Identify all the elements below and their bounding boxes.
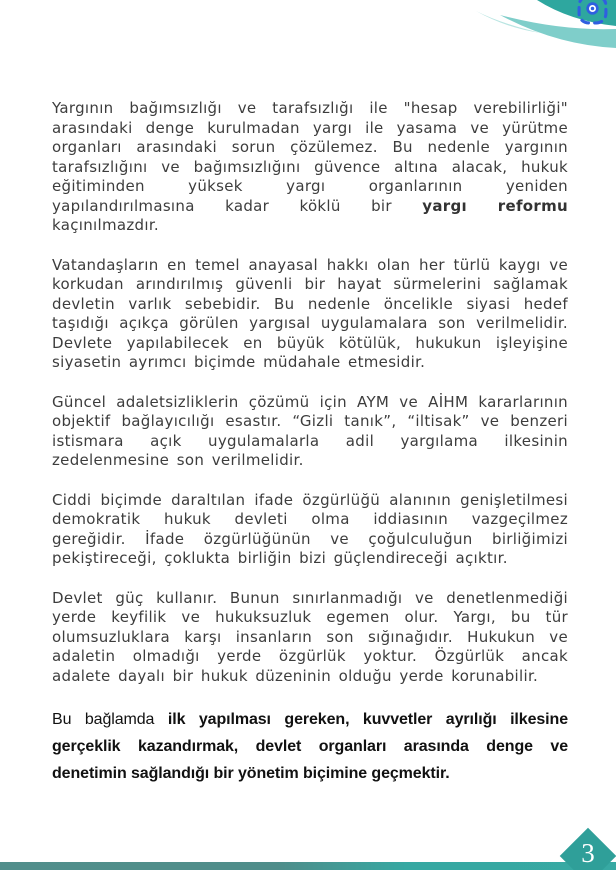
paragraph-state-power xyxy=(52,589,568,687)
closing-paragraph xyxy=(52,706,568,787)
paragraph-citizen-safety xyxy=(52,256,568,373)
paragraph-text: Yargının bağımsızlığı ve tarafsızlığı ile "hesap verebilirliği" arasındaki denge kurulmadan yargı ile yasama ve yürütme organları arasındaki sorun çözülemez. Bu nedenle yargının tarafsızlığını ve bağımsızlığını güvence altına alacak, hukuk eğitiminden yüksek yargı organlarının yeniden yapılandırılmasına kadar köklü bir xyxy=(52,99,568,215)
paragraph-court-rulings xyxy=(52,393,568,471)
swoosh-pale xyxy=(476,11,541,33)
paragraph-text: Ciddi biçimde daraltılan ifade özgürlüğü alanının genişletilmesi demokratik hukuk devleti olma iddiasının vazgeçilmez gereğidir. İfade özgürlüğünün ve çoğulculuğun birliğimizi pekiştireceği, çoklukta birliğin bizi güçlendireceği açıktır. xyxy=(52,490,568,567)
paragraph-text: Güncel adaletsizliklerin çözümü için AYM ve AİHM kararlarının objektif bağlayıcılığı esastır. “Gizli tanık”, “iltisak” ve benzeri istismara açık uygulamalarla adil yargılama ilkesinin zedelenmesine son verilmelidir. xyxy=(52,392,568,469)
footer-bar xyxy=(0,862,616,870)
document-body xyxy=(52,99,568,787)
paragraph-bold-text: yargı reformu xyxy=(422,196,569,215)
paragraph-text: Devlet güç kullanır. Bunun sınırlanmadığı ve denetlenmediği yerde keyfilik ve hukuksuzluk egemen olur. Yargı, bu tür olumsuzluklara karşı insanların son sığınağıdır. Hukukun ve adaletin olmadığı yerde özgürlük yoktur. Özgürlük ancak adalete dayalı bir hukuk düzeninin olduğu yerde korunabilir. xyxy=(52,588,568,685)
paragraph-text: Bu bağlamda xyxy=(52,711,168,728)
paragraph-text: Vatandaşların en temel anayasal hakkı olan her türlü kaygı ve korkudan arındırılmış güvenli bir hayat sürmelerini sağlamak devletin varlık sebebidir. Bu nedenle öncelikle siyasi hedef taşıdığı açıkça görülen yargısal uygulamalara son verilmelidir. Devlete yapılabilecek en büyük kötülük, hukukun işleyişine siyasetin ayrımcı biçimde müdahale etmesidir. xyxy=(52,255,568,371)
paragraph-bold-text: ilk yapılması gereken, kuvvetler ayrılığı ilkesine gerçeklik kazandırmak, devlet organları arasında denge ve denetimin sağlandığı bir yönetim biçimine geçmektir. xyxy=(52,711,568,782)
paragraph-judicial-reform xyxy=(52,99,568,236)
paragraph-text: kaçınılmazdır. xyxy=(52,216,159,234)
paragraph-free-expression xyxy=(52,491,568,569)
page-number: 3 xyxy=(581,838,595,868)
capture-viewfinder-icon[interactable] xyxy=(576,0,609,26)
